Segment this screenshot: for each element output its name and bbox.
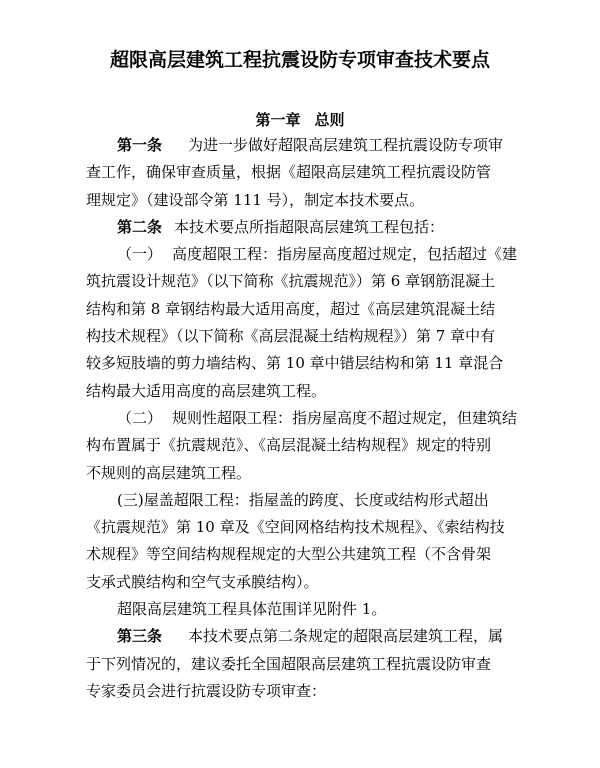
article-2-intro: 本技术要点所指超限高层建筑工程包括：	[174, 217, 445, 236]
item-1-text-1: 高度超限工程：指房屋高度超过规定，包括超过《建	[172, 245, 518, 264]
article-2	[86, 214, 516, 241]
article-3	[86, 623, 516, 650]
item-1-line-6: 结构最大适用高度的高层建筑工程。	[86, 381, 327, 400]
article-3-label: 第三条	[117, 627, 163, 646]
article-1-line-1	[86, 132, 516, 159]
item-1-line-1	[86, 241, 516, 268]
article-3-text-1: 本技术要点第二条规定的超限高层建筑工程，属	[188, 627, 504, 646]
article-1-line-2: 查工作，确保审查质量，根据《超限高层建筑工程抗震设防管	[86, 163, 492, 182]
item-3-text-1: 屋盖超限工程：指屋盖的跨度、长度或结构形式超出	[143, 490, 489, 509]
item-2-line-3: 不规则的高层建筑工程。	[86, 463, 252, 482]
article-2-item-2	[86, 405, 516, 432]
chapter-heading	[0, 110, 600, 130]
item-3-marker: (三)	[117, 490, 144, 509]
item-1-marker: （一）	[117, 245, 163, 264]
item-1-line-4: 构技术规程》（以下简称《高层混凝土结构规程》）第 7 章中有	[86, 327, 496, 346]
item-2-marker: （二）	[117, 408, 163, 427]
article-2-item-3	[86, 487, 516, 514]
article-1	[86, 132, 516, 159]
item-2-line-1	[86, 405, 516, 432]
scope-note-text: 超限高层建筑工程具体范围详见附件 1。	[117, 600, 387, 619]
article-2-item-1	[86, 241, 516, 268]
item-3-line-3: 术规程》等空间结构规程规定的大型公共建筑工程（不含骨架	[86, 545, 492, 564]
item-1-line-5: 较多短肢墙的剪力墙结构、第 10 章中错层结构和第 11 章混合	[86, 354, 504, 373]
item-2-text-1: 规则性超限工程：指房屋高度不超过规定，但建筑结	[172, 408, 518, 427]
item-3-line-4: 支承式膜结构和空气支承膜结构）。	[86, 572, 319, 591]
article-1-label: 第一条	[117, 136, 163, 154]
article-1-line-3: 理规定》（建设部令第 111 号），制定本技术要点。	[86, 190, 425, 209]
item-1-line-2: 筑抗震设计规范》（以下简称《抗震规范》）第 6 章钢筋混凝土	[86, 272, 496, 291]
article-3-line-2: 于下列情况的，建议委托全国超限高层建筑工程抗震设防审查	[86, 654, 492, 673]
article-3-line-1	[86, 623, 516, 650]
item-2-line-2: 构布置属于《抗震规范》、《高层混凝土结构规程》规定的特别	[86, 436, 492, 455]
chapter-number: 第一章	[255, 111, 301, 129]
article-2-line-1	[86, 214, 516, 241]
article-3-line-3: 专家委员会进行抗震设防专项审查：	[86, 681, 327, 700]
item-1-line-3: 结构和第 8 章钢结构最大适用高度，超过《高层建筑混凝土结	[86, 299, 496, 318]
scope-note	[86, 596, 516, 623]
chapter-name: 总则	[314, 111, 345, 129]
document-title: 超限高层建筑工程抗震设防专项审查技术要点	[109, 49, 490, 71]
item-3-line-1	[86, 487, 516, 514]
article-2-label: 第二条	[117, 217, 163, 236]
document-body	[86, 132, 516, 705]
article-1-text-1: 为进一步做好超限高层建筑工程抗震设防专项审	[188, 136, 504, 154]
item-3-line-2: 《抗震规范》第 10 章及《空间网格结构技术规程》、《索结构技	[86, 518, 505, 537]
